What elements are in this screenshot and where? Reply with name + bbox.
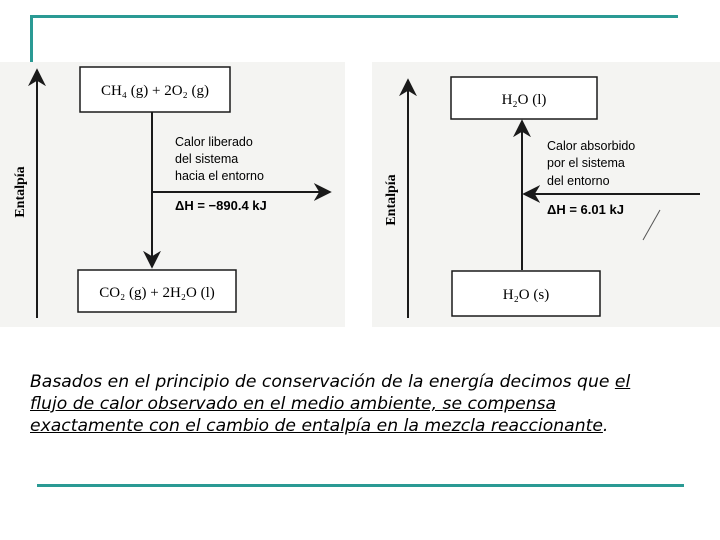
products-label: CO₂ (g) + 2H₂O (l): [99, 285, 215, 301]
heat-released-line-1: Calor liberado: [175, 135, 253, 149]
heat-absorbed-line-3: del entorno: [547, 174, 610, 188]
endothermic-diagram: [384, 77, 700, 318]
exothermic-axis-label: Entalpía: [13, 166, 28, 218]
caption-text-underlined: el flujo de calor observado en el medio ambiente, se compensa exactamente con el cambio de entalpía en la mezcla reaccionante: [30, 372, 631, 436]
conservation-caption: [30, 371, 670, 437]
endothermic-axis-label: Entalpía: [384, 174, 399, 226]
exothermic-delta-h: ΔH = −890.4 kJ: [175, 198, 267, 213]
heat-absorbed-line-2: por el sistema: [547, 156, 625, 170]
heat-absorbed-line-1: Calor absorbido: [547, 139, 636, 153]
heat-released-line-3: hacia el entorno: [175, 169, 264, 183]
scan-mark: [643, 210, 660, 240]
liquid-water-label: H₂O (l): [501, 92, 547, 108]
reactants-label: CH₄ (g) + 2O₂ (g): [100, 83, 210, 99]
caption-text-intro: Basados en el principio de conservación de la energía decimos que: [30, 372, 615, 392]
exothermic-diagram: [13, 67, 330, 318]
ice-label: H₂O (s): [502, 287, 550, 303]
heat-released-line-2: del sistema: [175, 152, 239, 166]
endothermic-delta-h: ΔH = 6.01 kJ: [547, 202, 624, 217]
caption-text-end: .: [602, 416, 609, 436]
